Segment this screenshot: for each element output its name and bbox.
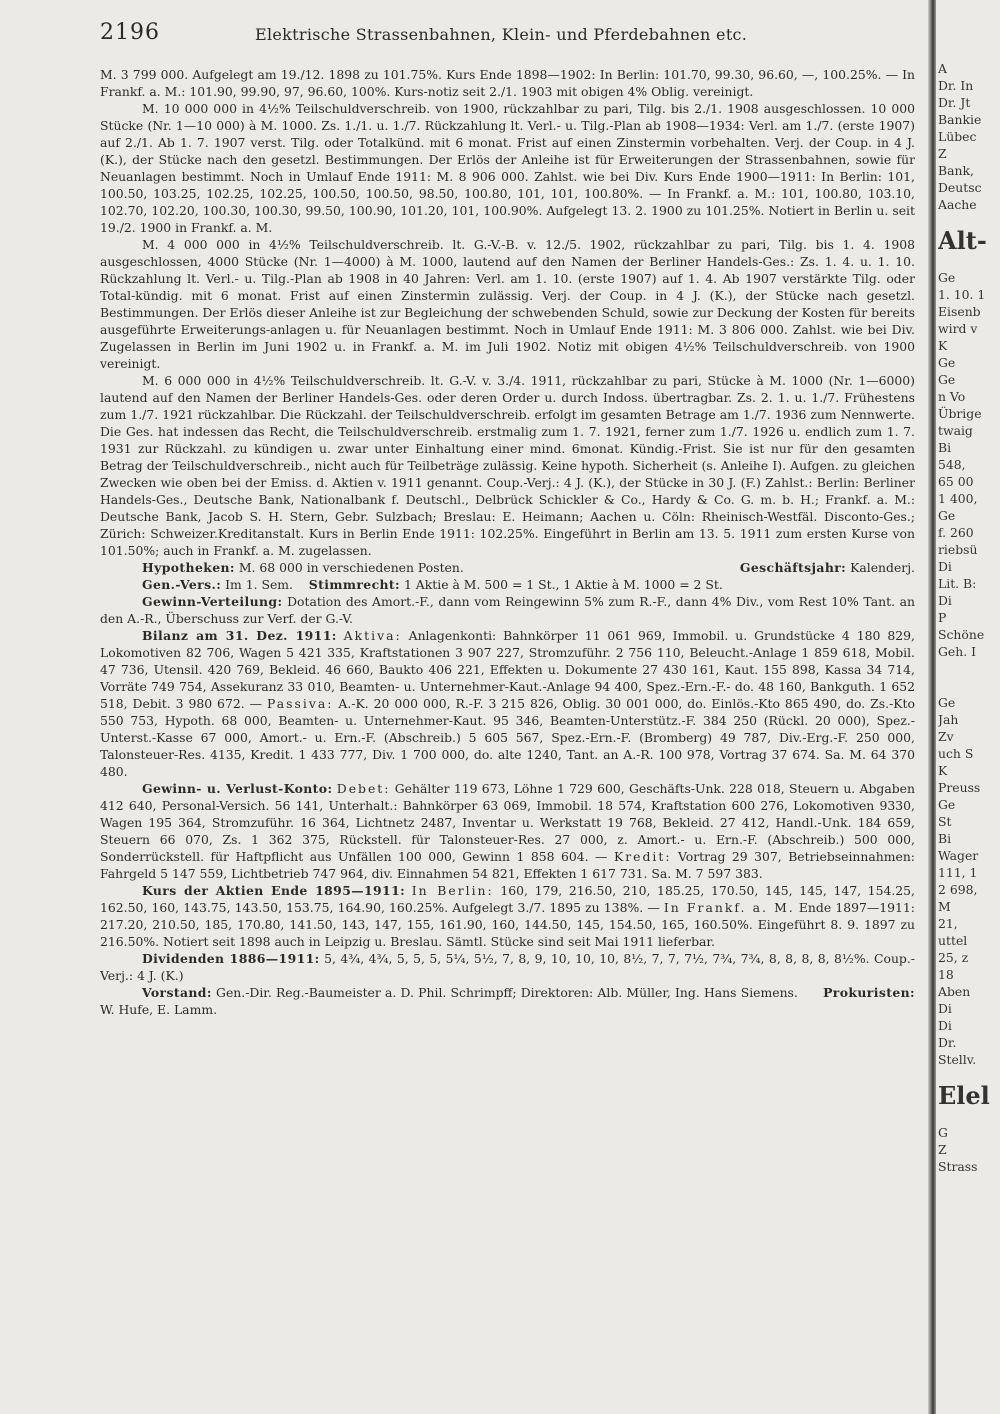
kredit-label: Kredit: <box>613 849 672 864</box>
adjacent-line: M <box>938 899 951 914</box>
adjacent-line: Ge <box>938 797 956 812</box>
adjacent-line: A <box>938 61 947 76</box>
adjacent-line: n Vo <box>938 389 966 404</box>
dividenden-label: Dividenden 1886—1911: <box>142 951 320 966</box>
vorstand-text: Gen.-Dir. Reg.-Baumeister a. D. Phil. Schrimpff; Direktoren: Alb. Müller, Ing. Hans Siemens. <box>216 985 798 1000</box>
adjacent-heading: Alt- <box>938 226 987 255</box>
adjacent-line: uttel <box>938 933 968 948</box>
adjacent-line: 25, z <box>938 950 969 965</box>
adjacent-line: 65 00 <box>938 474 974 489</box>
adjacent-line: K <box>938 338 948 353</box>
stimmrecht-text: 1 Aktie à M. 500 = 1 St., 1 Aktie à M. 1000 = 2 St. <box>403 577 723 592</box>
adjacent-line: Schöne <box>938 627 985 642</box>
kurs-label: Kurs der Aktien Ende 1895—1911: <box>142 883 406 898</box>
adjacent-line: Jah <box>938 712 959 727</box>
adjacent-gap <box>938 660 1000 694</box>
adjacent-line: 21, <box>938 916 958 931</box>
adjacent-line: St <box>938 814 952 829</box>
hypotheken-label: Hypotheken: <box>142 560 235 575</box>
adjacent-line: Bank, <box>938 163 974 178</box>
kurs-frankfurt-text: Ende 1897—1911: 217.20, 210.50, 185, 170.80, 141.50, 143, 147, 155, 161.90, 160, 144.50, 145, 154.50, 165, 160.50%. Eingeführt 8. 9. 1897 zu 216.50%. Notiert seit 1898 auch in Leipzig u. Breslau. Sämtl. Stücke sind seit Mai 1911 lieferbar. <box>100 900 915 949</box>
adjacent-line: Di <box>938 1001 952 1016</box>
debet-text: Gehälter 119 673, Löhne 1 729 600, Geschäfts-Unk. 228 018, Steuern u. Abgaben 412 640, Personal-Versich. 56 141, Unterhalt.: Bahnkörper 63 069, Immobil. 18 574, Kraftstation 600 276, Lokomotiven 9330, Wagen 195 364, Stromzuführ. 16 364, Lichtnetz 2487, Inventar u. Werkstatt 19 768, Bekleid. 27 412, Handl.-Unk. 184 659, Steuern 66 070, Zs. 1 362 375, Rückstell. für Talonsteuer-Res. 27 000, z. Amort.- u. Ern.-F. (Abschreib.) 500 000, Sonderrückstell. für Haftpflicht aus Unfällen 100 000, Gewinn 1 858 604. — <box>100 781 915 864</box>
gewinn-verteilung-label: Gewinn-Verteilung: <box>142 594 283 609</box>
adjacent-line: Zv <box>938 729 954 744</box>
adjacent-line: uch S <box>938 746 974 761</box>
stimmrecht-label: Stimmrecht: <box>308 577 401 592</box>
paragraph-oblig-1898: M. 3 799 000. Aufgelegt am 19./12. 1898 zu 101.75%. Kurs Ende 1898—1902: In Berlin: 101.70, 99.30, 96.60, —, 100.25%. — In Frankf. a. M.: 101.90, 99.90, 97, 96.60, 100%. Kurs-notiz seit 2./1. 1903 mit obigen 4% Oblig. vereinigt. <box>100 67 915 99</box>
adjacent-line: twaig <box>938 423 973 438</box>
adjacent-line: Geh. I <box>938 644 976 659</box>
adjacent-line: Di <box>938 1018 952 1033</box>
geschaeftsjahr-text: Kalenderj. <box>850 560 915 575</box>
aktiva-text: Anlagenkonti: Bahnkörper 11 061 969, Immobil. u. Grundstücke 4 180 829, Lokomotiven 82 706, Wagen 5 421 335, Kraftstationen 3 907 227, Stromzuführ. 2 756 110, Beleucht.-Anlage 1 859 618, Mobil. 47 736, Utensil. 420 769, Bekleid. 46 660, Baukto 406 221, Effekten u. Dokumente 27 430 161, Kaut. 155 898, Kassa 34 714, Vorräte 749 754, Assekuranz 33 010, Beamten- u. Unternehmer-Kaut.-Anlage 94 400, Spez.-Ern.-F.- do. 48 160, Bankguth. 1 652 518, Debit. 3 980 672. — <box>100 628 915 711</box>
adjacent-line: G <box>938 1125 948 1140</box>
adjacent-line: 2 698, <box>938 882 978 897</box>
main-text-column <box>100 66 915 1406</box>
prokuristen-label: Prokuristen: <box>823 985 915 1000</box>
genvers-text: Im 1. Sem. <box>225 577 293 592</box>
gewinn-verlust-konto <box>100 780 915 882</box>
running-title: Elektrische Strassenbahnen, Klein- und Pferdebahnen etc. <box>255 25 748 44</box>
adjacent-line: Z <box>938 1142 947 1157</box>
kredit-text: Vortrag 29 307, Betriebseinnahmen: Fahrgeld 5 147 559, Lichtbetrieb 747 964, div. Einnahmen 54 821, Effekten 1 617 731. Sa. M. 7 597 383. <box>100 849 915 881</box>
adjacent-line: Strass <box>938 1159 978 1174</box>
paragraph-teilschuld-1911: M. 6 000 000 in 4½% Teilschuldverschreib. lt. G.-V. v. 3./4. 1911, rückzahlbar zu pari, Stücke à M. 1000 (Nr. 1—6000) lautend auf den Namen der Berliner Handels-Ges. oder deren Order u. durch Indoss. übertragbar. Zs. 2. 1. u. 1./7. Frühestens zum 1./7. 1921 rückzahlbar. Die Rückzahl. der Teilschuldverschreib. erfolgt im gesamten Betrage am 1./7. 1936 zum Nennwerte. Die Ges. hat indessen das Recht, die Teilschuldverschreib. erstmalig zum 1. 7. 1921, ferner zum 1./7. 1926 u. endlich zum 1. 7. 1931 zur Rückzahl. zu kündigen u. zwar unter Einhaltung einer mind. 6monat. Kündig.-Frist. Sie ist nur für den gesamten Betrag der Teilschuldverschreib., nicht auch für Teilbeträge zulässig. Keine hypoth. Sicherheit (s. Anleihe I). Aufgen. zu gleichen Zwecken wie oben bei der Emiss. d. Aktien v. 1911 genannt. Coup.-Verj.: 4 J. (K.), der Stücke in 30 J. (F.) Zahlst.: Berlin: Berliner Handels-Ges., Deutsche Bank, Nationalbank f. Deutschl., Delbrück Schickler & Co., Hardy & Co. G. m. b. H.; Frankf. a. M.: Deutsche Bank, Jacob S. H. Stern, Gebr. Sulzbach; Breslau: E. Heimann; Aachen u. Cöln: Rheinisch-Westfäl. Disconto-Ges.; Zürich: Schweizer.Kreditanstalt. Kurs in Berlin Ende 1911: 102.25%. Eingeführt in Berlin am 13. 5. 1911 zum ersten Kurse von 101.50%; auch in Frankf. a. M. zugelassen. <box>100 373 915 558</box>
kurs-frankfurt-label: In Frankf. a. M. <box>663 900 795 915</box>
adjacent-line: 1 400, <box>938 491 978 506</box>
adjacent-line: Ge <box>938 695 956 710</box>
adjacent-line: 1. 10. 1 <box>938 287 986 302</box>
vorstand <box>100 984 915 1018</box>
kurs-berlin-label: In Berlin: <box>411 883 494 898</box>
hypotheken-text: M. 68 000 in verschiedenen Posten. <box>238 560 464 575</box>
kurs-der-aktien <box>100 882 915 950</box>
adjacent-line: Dr. In <box>938 78 974 93</box>
gewinn-verteilung <box>100 593 915 627</box>
adjacent-line: Dr. <box>938 1035 957 1050</box>
adjacent-line: Aben <box>938 984 971 999</box>
adjacent-line: Di <box>938 593 952 608</box>
adjacent-line: P <box>938 610 947 625</box>
adjacent-line: Dr. Jt <box>938 95 971 110</box>
adjacent-line: K <box>938 763 948 778</box>
adjacent-line: Wager <box>938 848 979 863</box>
adjacent-line: Übrige <box>938 406 982 421</box>
paragraph-teilschuld-1902: M. 4 000 000 in 4½% Teilschuldverschreib. lt. G.-V.-B. v. 12./5. 1902, rückzahlbar zu pari, Tilg. bis 1. 4. 1908 ausgeschlossen, 4000 Stücke (Nr. 1—4000) à M. 1000, lautend auf den Namen der Berliner Handels-Ges.: Zs. 1. 4. u. 1. 10. Rückzahlung lt. Verl.- u. Tilg.-Plan ab 1908 in 40 Jahren: Verl. am 1. 10. (erste 1907) auf 1. 4. Ab 1907 verstärkte Tilg. oder Total-kündig. mit 6 monat. Frist auf einen Zinstermin zulässig. Verj. der Coup. in 4 J. (K.), der Stücke nach gesetzl. Bestimmungen. Der Erlös dieser Anleihe ist zur Begleichung der schwebenden Schuld, sowie zur Deckung der Kosten für bereits ausgeführte Erweiterungs-anlagen u. für Neuanlagen bestimmt. Noch in Umlauf Ende 1911: M. 3 806 000. Zahlst. wie bei Div. Zugelassen in Berlin im Juni 1902 u. in Frankf. a. M. im Juli 1902. Notiz mit obigen 4½% Teilschuldverschreib. von 1900 vereinigt. <box>100 237 915 371</box>
geschaeftsjahr-label: Geschäftsjahr: <box>739 560 847 575</box>
adjacent-line: riebsü <box>938 542 978 557</box>
prokuristen-text: W. Hufe, E. Lamm. <box>100 1002 218 1017</box>
adjacent-line: Bankie <box>938 112 982 127</box>
debet-label: Debet: <box>336 781 391 796</box>
page-number: 2196 <box>100 20 160 45</box>
adjacent-line: Bi <box>938 831 952 846</box>
paragraph-teilschuld-1900: M. 10 000 000 in 4½% Teilschuldverschreib. von 1900, rückzahlbar zu pari, Tilg. bis 2./1. 1908 ausgeschlossen. 10 000 Stücke (Nr. 1—10 000) à M. 1000. Zs. 1./1. u. 1./7. Rückzahlung lt. Verl.- u. Tilg.-Plan ab 1908—1934: Verl. am 1./7. (erste 1907) auf 2./1. Ab 1. 7. 1907 verst. Tilg. oder Totalkünd. mit 6 monat. Frist auf einen Zinstermin vorbehalten. Verj. der Coup. in 4 J. (K.), der Stücke nach den gesetzl. Bestimmungen. Der Erlös der Anleihe ist für Erweiterungen der Strassenbahnen, sowie für Neuanlagen bestimmt. Noch in Umlauf Ende 1911: M. 8 906 000. Zahlst. wie bei Div. Kurs Ende 1900—1911: In Berlin: 101, 100.50, 103.25, 102.25, 102.25, 100.50, 100.50, 98.50, 100.80, 101, 101, 100.80%. — In Frankf. a. M.: 101, 100.80, 103.10, 102.70, 102.20, 100.30, 100.30, 99.50, 100.90, 101.20, 101, 100.90%. Aufgelegt 13. 2. 1900 zu 101.25%. Notiert in Berlin u. seit 19./2. 1900 in Frankf. a. M. <box>100 101 915 235</box>
hypotheken-line <box>100 559 915 576</box>
dividenden-text: 5, 4¾, 4¾, 5, 5, 5, 5¼, 5½, 7, 8, 9, 10, 10, 10, 8½, 7, 7, 7½, 7¾, 7¾, 8, 8, 8, 8, 8½%. Coup.-Verj.: 4 J. (K.) <box>100 951 915 983</box>
adjacent-line: Ge <box>938 508 956 523</box>
adjacent-line: Preuss <box>938 780 981 795</box>
adjacent-line: Stellv. <box>938 1052 977 1067</box>
adjacent-line: Deutsc <box>938 180 982 195</box>
bilanz <box>100 627 915 780</box>
aktiva-label: Aktiva: <box>343 628 402 643</box>
passiva-label: Passiva: <box>266 696 334 711</box>
adjacent-line: Aache <box>938 197 977 212</box>
adjacent-line: Lübec <box>938 129 977 144</box>
adjacent-line: 111, 1 <box>938 865 978 880</box>
adjacent-line: Eisenb <box>938 304 981 319</box>
adjacent-line: Lit. B: <box>938 576 977 591</box>
adjacent-line: Di <box>938 559 952 574</box>
dividenden <box>100 950 915 984</box>
book-gutter <box>928 0 936 1414</box>
adjacent-page-fragment <box>938 60 1000 1414</box>
gewinn-verlust-label: Gewinn- u. Verlust-Konto: <box>142 781 333 796</box>
kurs-berlin-text: 160, 179, 216.50, 210, 185.25, 170.50, 145, 145, 147, 154.25, 162.50, 160, 143.75, 143.50, 153.75, 164.90, 160.25%. Aufgelegt 3./7. 1895 zu 138%. — <box>100 883 915 915</box>
vorstand-label: Vorstand: <box>142 985 212 1000</box>
adjacent-line: 18 <box>938 967 954 982</box>
adjacent-line: Ge <box>938 355 956 370</box>
adjacent-line: wird v <box>938 321 978 336</box>
genvers-line <box>100 576 915 593</box>
page-header <box>100 20 920 54</box>
adjacent-line: Ge <box>938 270 956 285</box>
adjacent-heading: Elel <box>938 1081 990 1110</box>
adjacent-line: Ge <box>938 372 956 387</box>
bilanz-label: Bilanz am 31. Dez. 1911: <box>142 628 337 643</box>
gewinn-verteilung-text: Dotation des Amort.-F., dann vom Reingewinn 5% zum R.-F., dann 4% Div., vom Rest 10% Tant. an den A.-R., Überschuss zur Verf. der G.-V. <box>100 594 915 626</box>
adjacent-line: 548, <box>938 457 966 472</box>
adjacent-line: f. 260 <box>938 525 974 540</box>
adjacent-line: Bi <box>938 440 952 455</box>
adjacent-line: Z <box>938 146 947 161</box>
genvers-label: Gen.-Vers.: <box>142 577 222 592</box>
passiva-text: A.-K. 20 000 000, R.-F. 3 215 826, Oblig. 30 001 000, do. Einlös.-Kto 865 490, do. Zs.-Kto 550 753, Hypoth. 68 000, Beamten- u. Unternehmer-Kaut. 95 346, Beamten-Unterstütz.-F. 384 250 (Rückl. 20 000), Spez.-Unterst.-Kasse 67 000, Amort.- u. Ern.-F. (Abschreib.) 5 605 567, Spez.-Ern.-F. (Bromberg) 49 787, Div.-Erg.-F. 250 000, Talonsteuer-Res. 4135, Kredit. 1 433 777, Div. 1 700 000, do. alte 1240, Tant. an A.-R. 100 978, Vortrag 37 674. Sa. M. 64 370 480. <box>100 696 915 779</box>
